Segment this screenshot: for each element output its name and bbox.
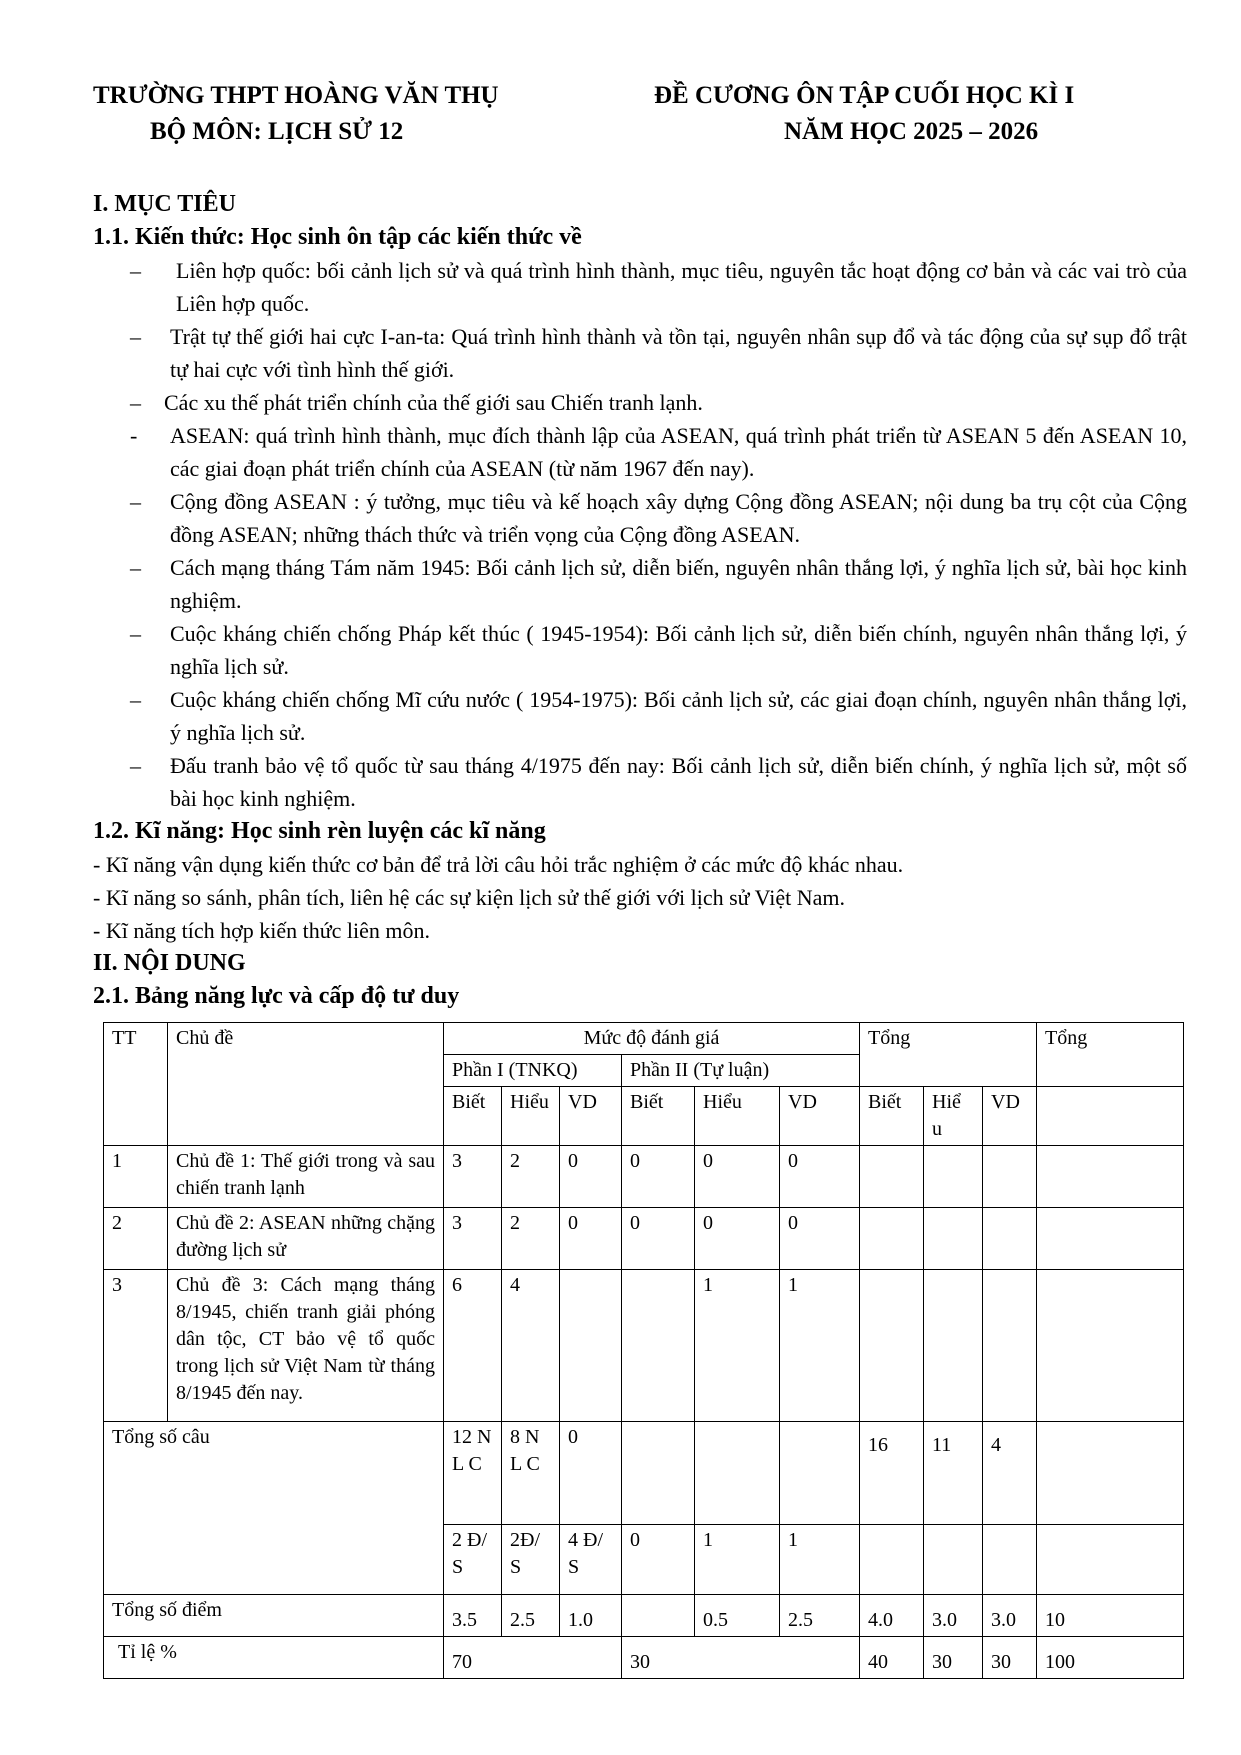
cell-value: 0 (695, 1146, 780, 1208)
cell-value: 2 (502, 1146, 560, 1208)
knowledge-item: - ASEAN: quá trình hình thành, mục đích thành lập của ASEAN, quá trình phát triển từ ASEAN 5 đến ASEAN 10, các giai đoạn phát triển chính của ASEAN (từ năm 1967 đến nay). (130, 423, 1187, 481)
subsection-title-skills: 1.2. Kĩ năng: Học sinh rèn luyện các kĩ năng (93, 818, 546, 844)
table-row (104, 1208, 1184, 1270)
header-biet: Biết (622, 1087, 695, 1146)
row-tt: 3 (104, 1270, 168, 1422)
cell-value: 3.0 (983, 1595, 1037, 1637)
objectives-content (93, 188, 1187, 1013)
cell-value: 3.0 (924, 1595, 983, 1637)
cell-value: 1 (780, 1270, 860, 1422)
cell-value: 16 (860, 1422, 924, 1525)
school-name: TRƯỜNG THPT HOÀNG VĂN THỤ (93, 82, 499, 109)
section-title-content: II. NỘI DUNG (93, 950, 246, 976)
assessment-matrix-table (103, 1022, 1184, 1679)
department: BỘ MÔN: LỊCH SỬ 12 (150, 118, 404, 145)
cell-value: 4 (983, 1422, 1037, 1525)
header-vd: VD (780, 1087, 860, 1146)
cell-value: 0 (622, 1146, 695, 1208)
subsection-title-table: 2.1. Bảng năng lực và cấp độ tư duy (93, 983, 460, 1009)
total-questions-row (104, 1422, 1184, 1525)
cell-value: 3 (444, 1146, 502, 1208)
cell-value: 3 (444, 1208, 502, 1270)
cell-value (622, 1270, 695, 1422)
cell-value: 0 (622, 1208, 695, 1270)
cell-value: 1 (695, 1525, 780, 1595)
cell-value: 1.0 (560, 1595, 622, 1637)
cell-value: 1 (695, 1270, 780, 1422)
skill-item: - Kĩ năng tích hợp kiến thức liên môn. (93, 918, 430, 943)
table-header-row (104, 1023, 1184, 1055)
cell-value: 2Đ/ S (502, 1525, 560, 1595)
header-part1: Phần I (TNKQ) (444, 1055, 622, 1087)
header-hieu: Hiểu (502, 1087, 560, 1146)
knowledge-item: – Liên hợp quốc: bối cảnh lịch sử và quá trình hình thành, mục tiêu, nguyên tắc hoạt động cơ bản và các vai trò của Liên hợp quốc. (130, 258, 1187, 316)
cell-value: 2 (502, 1208, 560, 1270)
cell-value: 6 (444, 1270, 502, 1422)
total-questions-label: Tổng số câu (104, 1422, 444, 1595)
cell-value: 0 (780, 1146, 860, 1208)
table-row (104, 1270, 1184, 1422)
ratio-label: Tỉ lệ % (104, 1637, 444, 1679)
cell-value: 4 (502, 1270, 560, 1422)
cell-value: 40 (860, 1637, 924, 1679)
cell-value (560, 1270, 622, 1422)
header-hieu: Hiểu (695, 1087, 780, 1146)
cell-value: 2 Đ/S (444, 1525, 502, 1595)
header-biet: Biết (444, 1087, 502, 1146)
row-topic: Chủ đề 2: ASEAN những chặng đường lịch sử (168, 1208, 444, 1270)
cell-value: 0.5 (695, 1595, 780, 1637)
cell-value: 0 (560, 1422, 622, 1525)
header-vd: VD (560, 1087, 622, 1146)
section-title-objectives: I. MỤC TIÊU (93, 191, 236, 217)
ratio-row (104, 1637, 1184, 1679)
cell-value: 0 (695, 1208, 780, 1270)
cell-value: 2.5 (780, 1595, 860, 1637)
header-tt: TT (104, 1023, 168, 1146)
cell-value: 4 Đ/S (560, 1525, 622, 1595)
skill-item: - Kĩ năng so sánh, phân tích, liên hệ các sự kiện lịch sử thế giới với lịch sử Việt Nam. (93, 885, 845, 910)
cell-value: 0 (780, 1208, 860, 1270)
row-topic: Chủ đề 1: Thế giới trong và sau chiến tranh lạnh (168, 1146, 444, 1208)
cell-value: 12 NL C (444, 1422, 502, 1525)
document-title: ĐỀ CƯƠNG ÔN TẬP CUỐI HỌC KÌ I (654, 82, 1075, 109)
cell-value: 11 (924, 1422, 983, 1525)
knowledge-item: – Cuộc kháng chiến chống Mĩ cứu nước ( 1954-1975): Bối cảnh lịch sử, các giai đoạn chính, nguyên nhân thắng lợi, ý nghĩa lịch sử. (130, 687, 1187, 745)
cell-value: 3.5 (444, 1595, 502, 1637)
knowledge-item: – Các xu thế phát triển chính của thế giới sau Chiến tranh lạnh. (130, 390, 703, 415)
cell-value: 8 NL C (502, 1422, 560, 1525)
header-hieu: Hiể u (924, 1087, 983, 1146)
header-assessment-level: Mức độ đánh giá (444, 1023, 860, 1055)
skill-item: - Kĩ năng vận dụng kiến thức cơ bản để trả lời câu hỏi trắc nghiệm ở các mức độ khác nhau. (93, 852, 904, 877)
cell-value: 4.0 (860, 1595, 924, 1637)
cell-value: 30 (924, 1637, 983, 1679)
subsection-title-knowledge: 1.1. Kiến thức: Học sinh ôn tập các kiến thức về (93, 224, 582, 250)
row-tt: 1 (104, 1146, 168, 1208)
knowledge-item: – Cách mạng tháng Tám năm 1945: Bối cảnh lịch sử, diễn biến, nguyên nhân thắng lợi, ý nghĩa lịch sử, bài học kinh nghiệm. (130, 555, 1187, 613)
total-points-label: Tổng số điểm (104, 1595, 444, 1637)
cell-value: 30 (983, 1637, 1037, 1679)
cell-value (622, 1595, 695, 1637)
cell-value: 0 (560, 1146, 622, 1208)
header-empty (1037, 1087, 1184, 1146)
cell-value: 1 (780, 1525, 860, 1595)
header-biet: Biết (860, 1087, 924, 1146)
cell-value: 30 (622, 1637, 860, 1679)
knowledge-item: – Cuộc kháng chiến chống Pháp kết thúc ( 1945-1954): Bối cảnh lịch sử, diễn biến chính, nguyên nhân thắng lợi, ý nghĩa lịch sử. (130, 621, 1187, 679)
cell-value: 100 (1037, 1637, 1184, 1679)
row-topic: Chủ đề 3: Cách mạng tháng 8/1945, chiến tranh giải phóng dân tộc, CT bảo vệ tổ quốc trong lịch sử Việt Nam từ tháng 8/1945 đến nay. (168, 1270, 444, 1422)
school-year: NĂM HỌC 2025 – 2026 (784, 118, 1039, 145)
header-topic: Chủ đề (168, 1023, 444, 1146)
knowledge-item: – Trật tự thế giới hai cực I-an-ta: Quá trình hình thành và tồn tại, nguyên nhân sụp đổ và tác động của sự sụp đổ trật tự hai cực với tình hình thế giới. (130, 324, 1187, 382)
header-total: Tổng (1037, 1023, 1184, 1087)
cell-value: 0 (622, 1525, 695, 1595)
cell-value: 0 (560, 1208, 622, 1270)
total-points-row (104, 1595, 1184, 1637)
cell-value: 2.5 (502, 1595, 560, 1637)
knowledge-item: – Cộng đồng ASEAN : ý tưởng, mục tiêu và kế hoạch xây dựng Cộng đồng ASEAN; nội dung ba trụ cột của Cộng đồng ASEAN; những thách thức và triển vọng của Cộng đồng ASEAN. (130, 489, 1187, 547)
cell-value: 70 (444, 1637, 622, 1679)
table-row (104, 1146, 1184, 1208)
header-vd: VD (983, 1087, 1037, 1146)
header-total-group: Tổng (860, 1023, 1037, 1087)
knowledge-item: – Đấu tranh bảo vệ tổ quốc từ sau tháng 4/1975 đến nay: Bối cảnh lịch sử, diễn biến chính, ý nghĩa lịch sử, một số bài học kinh nghiệm. (130, 753, 1187, 811)
row-tt: 2 (104, 1208, 168, 1270)
header-part2: Phần II (Tự luận) (622, 1055, 860, 1087)
cell-value: 10 (1037, 1595, 1184, 1637)
